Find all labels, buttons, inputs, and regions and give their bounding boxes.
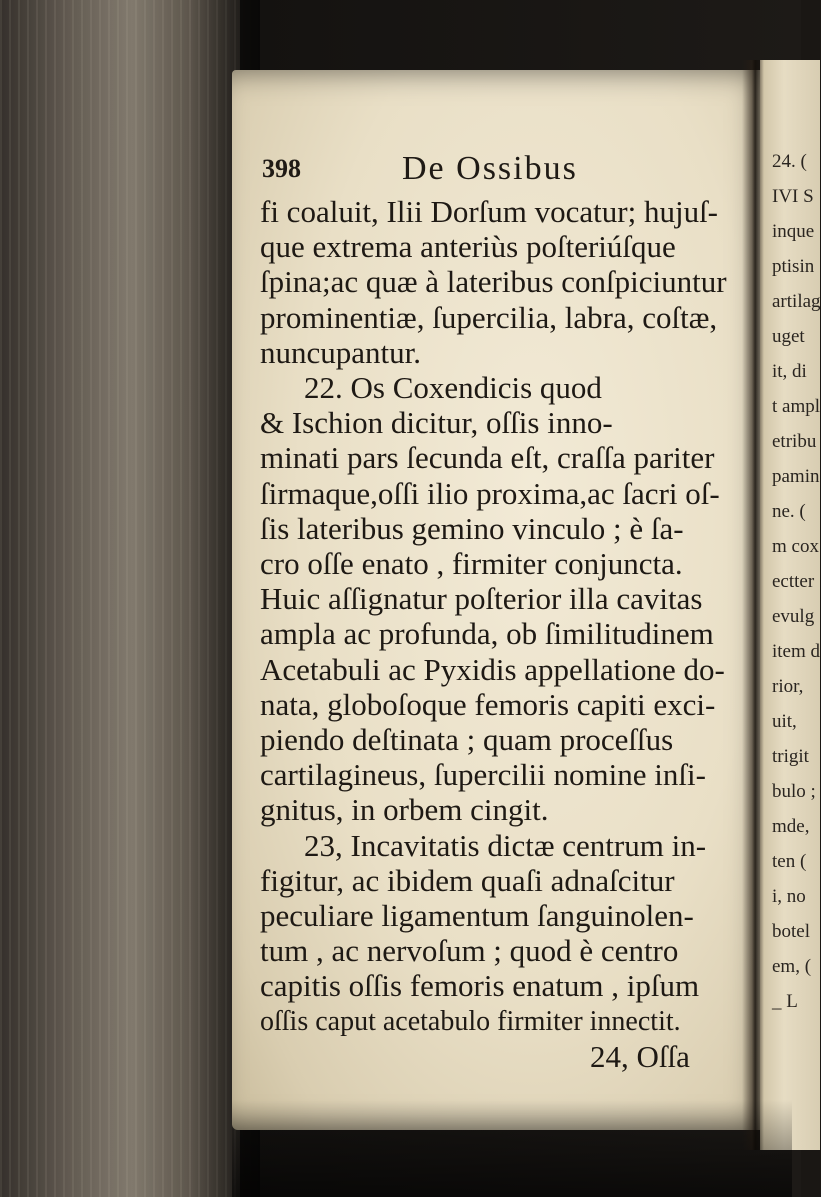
- running-header: [262, 150, 742, 190]
- text-line: tum , ac nervoſum ; quod è centro: [260, 933, 679, 969]
- text-line: cartilagineus, ſupercilii nomine inſi-: [260, 757, 706, 793]
- facing-page-fragment: t ampl: [772, 396, 821, 417]
- facing-page-fragment: _ L: [772, 991, 798, 1012]
- facing-page-fragment: ten (: [772, 851, 807, 872]
- facing-page-fragment: botel: [772, 921, 810, 942]
- text-line: que extrema anteriùs poſteriúſque: [260, 229, 676, 265]
- text-line: nata, globoſoque femoris capiti exci-: [260, 686, 716, 722]
- text-line: 22. Os Coxendicis quod: [304, 370, 602, 405]
- facing-page-fragment: evulg: [772, 606, 815, 627]
- running-head-title: De Ossibus: [402, 150, 578, 187]
- text-line: prominentiæ, ſupercilia, labra, coſtæ,: [260, 299, 718, 335]
- facing-page-fragment: IVI S: [772, 186, 814, 207]
- text-line: peculiare ligamentum ſanguinolen-: [260, 898, 694, 933]
- facing-page-fragment: rior,: [772, 676, 804, 697]
- facing-page-fragment: i, no: [772, 886, 806, 907]
- facing-page-fragment: m cox: [772, 536, 819, 557]
- bottom-shadow: [232, 1100, 792, 1197]
- text-line: nuncupantur.: [260, 334, 421, 370]
- facing-page-fragment: pamin: [772, 466, 820, 487]
- facing-page-fragment: em, (: [772, 956, 812, 977]
- text-line: 24, Oſſa: [590, 1038, 690, 1074]
- text-line: oſſis caput acetabulo firmiter innectit.: [260, 1005, 681, 1037]
- text-line: figitur, ac ibidem quaſi adnaſcitur: [260, 862, 675, 898]
- facing-page-fragment: etribu: [772, 431, 817, 452]
- text-line: piendo deſtinata ; quam proceſſus: [260, 722, 674, 757]
- facing-page-fragment: ptisin: [772, 256, 815, 277]
- facing-page-fragment: bulo ;: [772, 781, 816, 802]
- facing-page-fragment: it, di: [772, 361, 807, 382]
- text-line: Huic aſſignatur poſterior illa cavitas: [260, 581, 703, 617]
- facing-page-fragment: uit,: [772, 711, 797, 732]
- facing-page-fragment: item d: [772, 641, 821, 662]
- page-number: 398: [262, 154, 301, 183]
- facing-page-fragment: artilag: [772, 291, 821, 312]
- facing-page-fragment: ectter: [772, 571, 815, 592]
- text-line: cro oſſe enato , firmiter conjuncta.: [260, 546, 683, 581]
- text-line: Acetabuli ac Pyxidis appellatione do-: [260, 651, 725, 687]
- text-line: ſpina;ac quæ à lateribus conſpiciuntur: [260, 264, 727, 300]
- facing-page-fragment: trigit: [772, 746, 809, 767]
- facing-page-fragment: ne. (: [772, 501, 806, 522]
- facing-page-fragment: mde,: [772, 816, 810, 837]
- text-line: ſirmaque,oſſi ilio proxima,ac ſacri oſ-: [260, 475, 720, 511]
- text-line: minati pars ſecunda eſt, craſſa pariter: [260, 440, 715, 476]
- facing-page-fragment: uget: [772, 326, 805, 347]
- text-line: ampla ac profunda, ob ſimilitudinem: [260, 616, 714, 652]
- text-line: & Ischion dicitur, oſſis inno-: [260, 405, 613, 441]
- text-line: 23, Incavitatis dictæ centrum in-: [304, 827, 707, 863]
- text-line: fi coaluit, Ilii Dorſum vocatur; hujuſ-: [260, 194, 719, 229]
- text-line: capitis oſſis femoris enatum , ipſum: [260, 968, 700, 1004]
- facing-page-fragment: inque: [772, 221, 815, 242]
- facing-page-fragment: 24. (: [772, 151, 807, 172]
- text-line: ſis lateribus gemino vinculo ; è ſa-: [260, 510, 684, 546]
- text-line: gnitus, in orbem cingit.: [260, 792, 549, 828]
- book-gutter: [742, 60, 764, 1150]
